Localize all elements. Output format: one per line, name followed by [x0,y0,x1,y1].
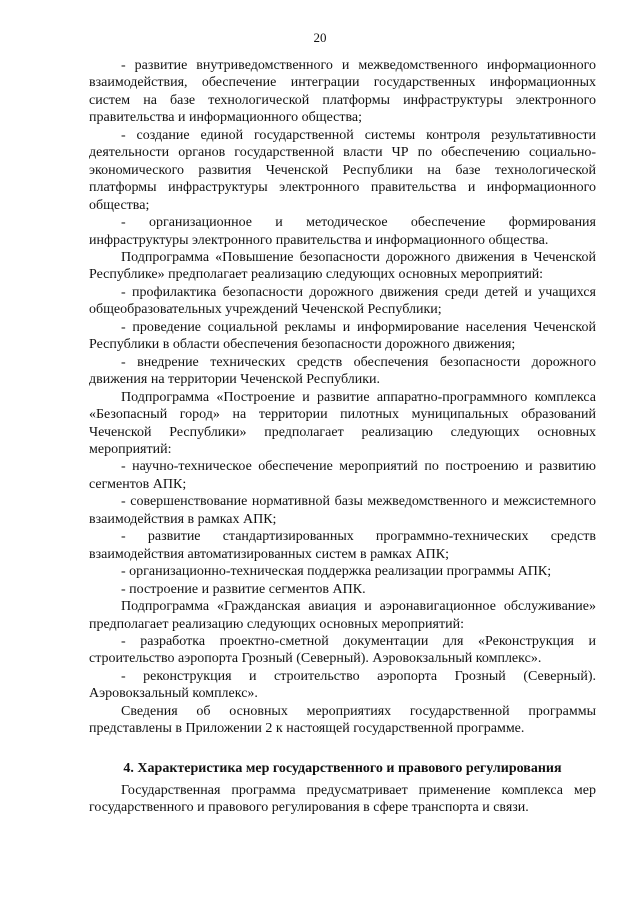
paragraph: Государственная программа предусматривает применение комплекса мер государственного и правового регулирования в сфере транспорта и связи. [89,782,596,816]
section-spacer [89,738,596,760]
paragraph: Сведения об основных мероприятиях государственной программы представлены в Приложении 2 к настоящей государственной программе. [89,703,596,737]
paragraph: - создание единой государственной системы контроля результативности деятельности органов государственной власти ЧР по обеспечению социально-экономического развития Чеченской Республики на базе технологической платформы инфраструктуры электронного правительства и информационного общества; [89,127,596,213]
paragraph: Подпрограмма «Построение и развитие аппаратно-программного комплекса «Безопасный город» на территории пилотных муниципальных образований Чеченской Республики» предполагает реализацию следующих основных мероприятий: [89,389,596,457]
paragraph: - совершенствование нормативной базы межведомственного и межсистемного взаимодействия в рамках АПК; [89,494,596,527]
paragraph: - развитие стандартизированных программно-технических средств взаимодействия автоматизированных систем в рамках АПК; [89,529,596,562]
paragraph: Подпрограмма «Гражданская авиация и аэронавигационное обслуживание» предполагает реализацию следующих основных мероприятий: [89,599,596,632]
paragraph: - внедрение технических средств обеспечения безопасности дорожного движения на территории Чеченской Республики. [89,354,596,388]
document-body [89,57,596,817]
paragraph: - построение и развитие сегментов АПК. [121,581,366,597]
paragraph: - организационное и методическое обеспечение формирования инфраструктуры электронного правительства и информационного общества. [89,215,596,248]
paragraph: - проведение социальной рекламы и информирование населения Чеченской Республики в области обеспечения безопасности дорожного движения; [89,319,596,353]
paragraph: - организационно-техническая поддержка реализации программы АПК; [121,564,552,580]
paragraph: - развитие внутриведомственного и межведомственного информационного взаимодействия, обеспечение интеграции государственных информационных систем на базе технологической платформы инфраструктуры электронного правительства и информационного общества; [89,58,596,126]
paragraph: - реконструкция и строительство аэропорта Грозный (Северный). Аэровокзальный комплекс». [89,668,596,702]
paragraph: - научно-техническое обеспечение мероприятий по построению и развитию сегментов АПК; [89,459,596,492]
paragraph: Подпрограмма «Повышение безопасности дорожного движения в Чеченской Республике» предполагает реализацию следующих основных мероприятий: [89,249,596,283]
section-heading: 4. Характеристика мер государственного и правового регулирования [123,760,562,776]
paragraph: - разработка проектно-сметной документации для «Реконструкция и строительство аэропорта Грозный (Северный). Аэровокзальный комплекс». [89,633,596,667]
paragraph: - профилактика безопасности дорожного движения среди детей и учащихся общеобразовательных учреждений Чеченской Республики; [89,284,596,318]
page-number: 20 [313,30,327,45]
